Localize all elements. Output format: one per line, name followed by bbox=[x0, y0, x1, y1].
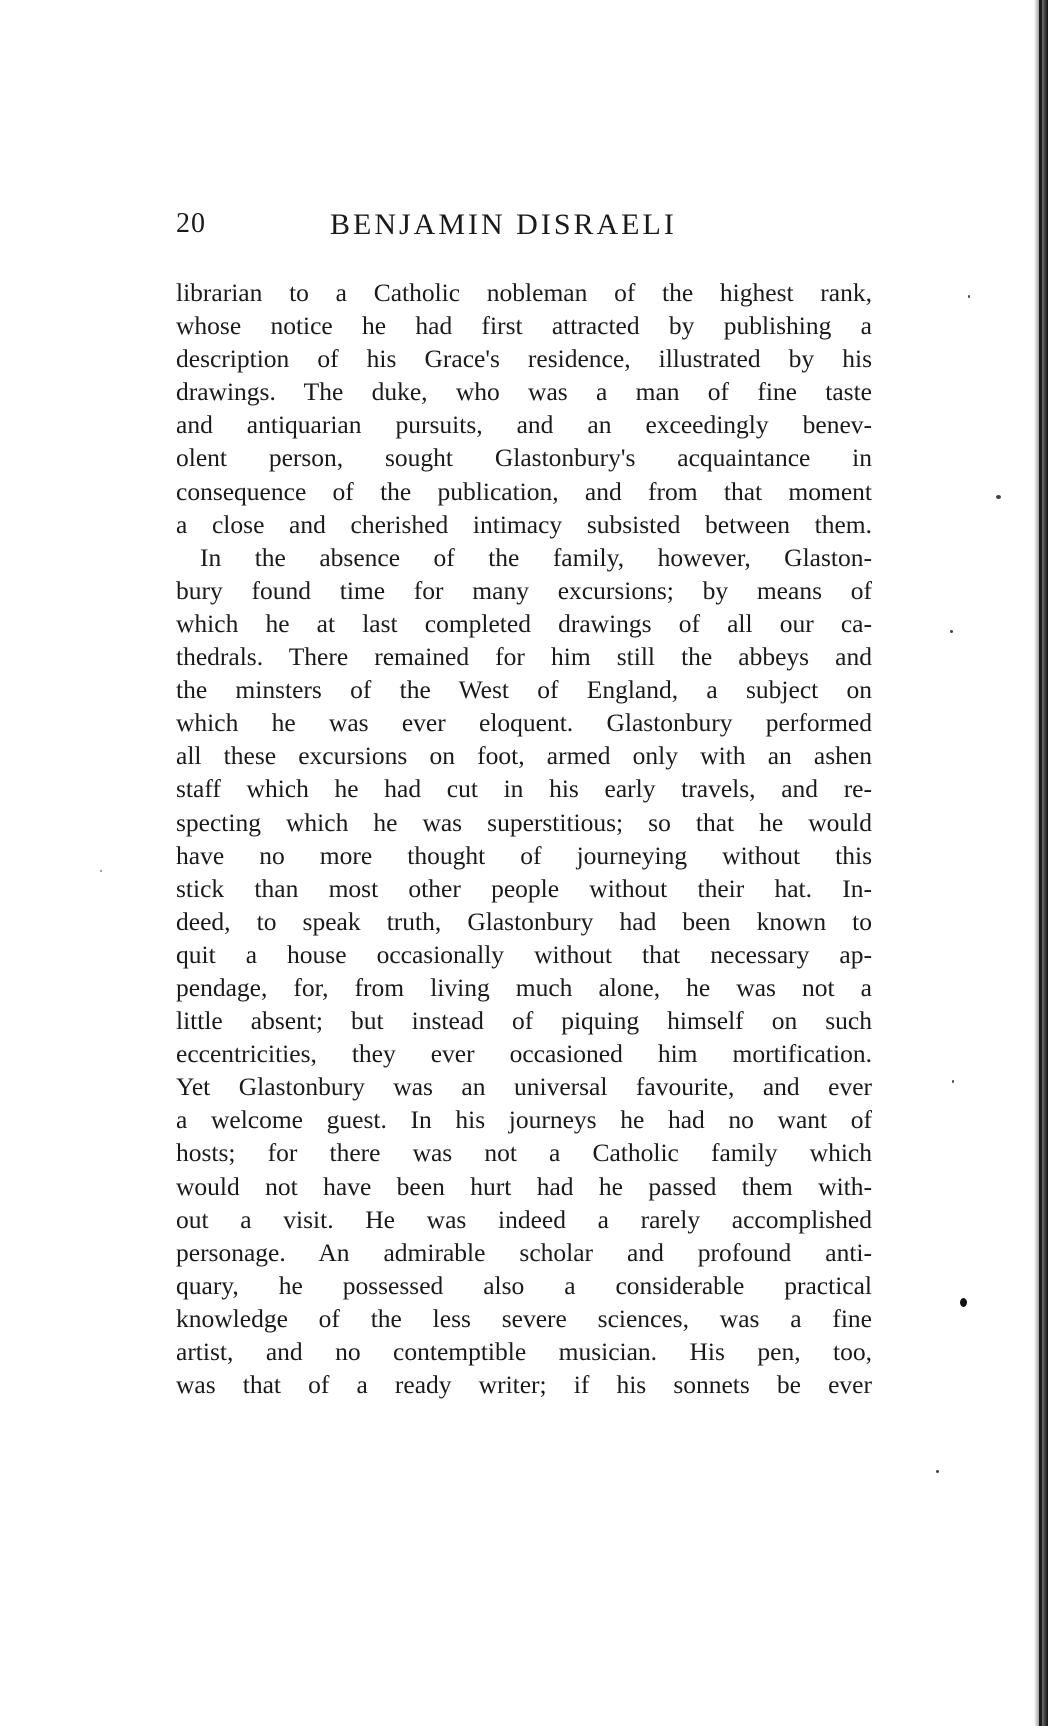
text-line: description of his Grace's residence, illustrated by his bbox=[176, 344, 872, 374]
scan-speck bbox=[100, 870, 102, 872]
text-line: artist, and no contemptible musician. His pen, too, bbox=[176, 1337, 872, 1366]
text-line: eccentricities, they ever occasioned him mortification. bbox=[176, 1039, 872, 1069]
text-line: was that of a ready writer; if his sonnets be ever bbox=[176, 1370, 872, 1400]
text-line: a close and cherished intimacy subsisted between them. bbox=[176, 509, 872, 539]
text-line: quary, he possessed also a considerable practical bbox=[176, 1270, 872, 1300]
text-line: hosts; for there was not a Catholic family which bbox=[176, 1138, 872, 1168]
text-line: olent person, sought Glastonbury's acquaintance in bbox=[176, 443, 872, 473]
text-line: would not have been hurt had he passed them with- bbox=[176, 1171, 872, 1201]
text-line: staff which he had cut in his early travels, and re- bbox=[176, 774, 872, 804]
text-line: specting which he was superstitious; so that he would bbox=[176, 807, 872, 837]
running-title: BENJAMIN DISRAELI bbox=[330, 208, 677, 241]
text-line: drawings. The duke, who was a man of fine taste bbox=[176, 377, 872, 407]
text-line: stick than most other people without their hat. In- bbox=[176, 873, 872, 903]
scan-speck bbox=[936, 1470, 939, 1473]
paragraph-1 bbox=[176, 276, 872, 541]
paragraph-2 bbox=[176, 541, 872, 1401]
text-line: pendage, for, from living much alone, he was not a bbox=[176, 972, 872, 1002]
page-edge-line bbox=[1039, 0, 1042, 1726]
text-line: Yet Glastonbury was an universal favourite, and ever bbox=[176, 1072, 872, 1102]
text-line: In the absence of the family, however, Glaston- bbox=[200, 542, 872, 572]
text-line: consequence of the publication, and from that moment bbox=[176, 476, 872, 506]
scan-speck bbox=[968, 295, 970, 298]
text-line: and antiquarian pursuits, and an exceedingly benev- bbox=[176, 410, 872, 440]
text-line: quit a house occasionally without that necessary ap- bbox=[176, 939, 872, 969]
text-line: little absent; but instead of piquing himself on such bbox=[176, 1006, 872, 1036]
running-head bbox=[176, 208, 872, 248]
text-line: librarian to a Catholic nobleman of the highest rank, bbox=[176, 278, 872, 307]
text-line: whose notice he had first attracted by publishing a bbox=[176, 311, 872, 341]
text-line: personage. An admirable scholar and profound anti- bbox=[176, 1237, 872, 1267]
text-line: the minsters of the West of England, a subject on bbox=[176, 675, 872, 705]
text-line: thedrals. There remained for him still the abbeys and bbox=[176, 642, 872, 672]
scan-speck bbox=[960, 1298, 967, 1307]
text-line: a welcome guest. In his journeys he had no want of bbox=[176, 1105, 872, 1135]
scan-speck bbox=[952, 1080, 954, 1083]
text-line: out a visit. He was indeed a rarely accomplished bbox=[176, 1204, 872, 1234]
body-text bbox=[176, 276, 872, 1401]
text-line: knowledge of the less severe sciences, was a fine bbox=[176, 1303, 872, 1333]
scan-speck bbox=[950, 630, 953, 633]
text-line: all these excursions on foot, armed only with an ashen bbox=[176, 741, 872, 771]
page-number: 20 bbox=[176, 208, 206, 239]
text-line: have no more thought of journeying without this bbox=[176, 840, 872, 870]
text-line: which he was ever eloquent. Glastonbury performed bbox=[176, 708, 872, 738]
text-line: which he at last completed drawings of all our ca- bbox=[176, 608, 872, 638]
scan-speck bbox=[996, 495, 1001, 499]
text-line: deed, to speak truth, Glastonbury had been known to bbox=[176, 906, 872, 936]
text-line: bury found time for many excursions; by means of bbox=[176, 575, 872, 605]
